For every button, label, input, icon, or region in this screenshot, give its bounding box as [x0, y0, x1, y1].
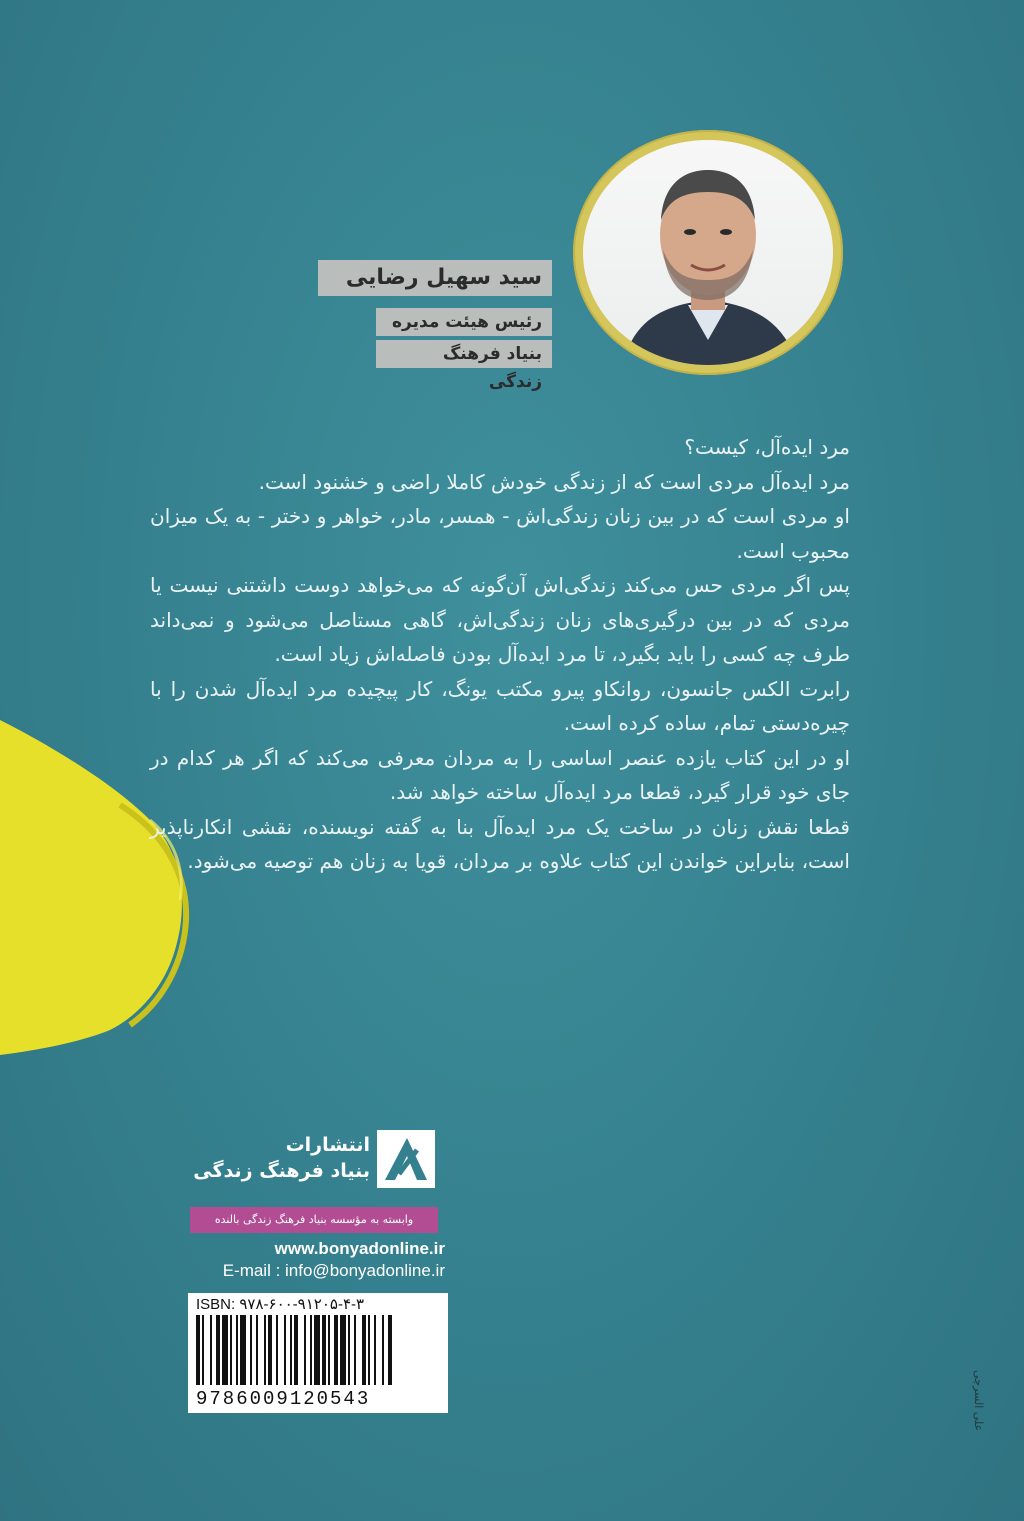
author-portrait [583, 140, 833, 365]
publisher-line1: انتشارات [285, 1134, 370, 1156]
blurb-paragraph: او در این کتاب یازده عنصر اساسی را به مردان معرفی می‌کند که اگر هر کدام در جای خود قرار گیرد، قطعا مرد ایده‌آل ساخته خواهد شد. [150, 745, 850, 804]
blurb-paragraph: مرد ایده‌آل مردی است که از زندگی خودش کاملا راضی و خشنود است. [258, 469, 850, 494]
publisher-logo-icon [377, 1130, 435, 1188]
isbn-label: ISBN: ۹۷۸-۶۰۰-۹۱۲۰۵-۴-۳ [196, 1296, 365, 1313]
book-blurb [150, 430, 850, 879]
publisher-name [190, 1132, 370, 1184]
blurb-paragraph: پس اگر مردی حس می‌کند زندگی‌اش آن‌گونه که می‌خواهد دوست داشتنی نیست یا مردی که در بین درگیری‌های زنان زندگی‌اش، گاهی مستاصل می‌شود و نمی‌داند طرف چه کسی را باید بگیرد، تا مرد ایده‌آل بودن فاصله‌اش زیاد است. [150, 573, 850, 666]
designer-credit: علی السرچی [972, 1370, 985, 1432]
publisher-email: E-mail : info@bonyadonline.ir [222, 1261, 445, 1280]
barcode-bars [196, 1315, 440, 1385]
isbn-barcode [188, 1293, 448, 1413]
author-role-line1: رئیس هیئت مدیره [376, 308, 552, 336]
author-photo-illustration [583, 140, 833, 365]
publisher-website: www.bonyadonline.ir [274, 1239, 445, 1258]
author-role-line2: بنیاد فرهنگ زندگی [376, 340, 552, 368]
publisher-affiliation: وابسته به مؤسسه بنیاد فرهنگ زندگی بالنده [190, 1207, 438, 1233]
blurb-paragraph: قطعا نقش زنان در ساخت یک مرد ایده‌آل بنا به گفته نویسنده، نقشی انکارناپذیر است، بنابراین خواندن این کتاب علاوه بر مردان، قویا به زنان هم توصیه می‌شود. [150, 814, 850, 873]
author-portrait-frame [573, 130, 843, 375]
publisher-line2: بنیاد فرهنگ زندگی [193, 1160, 370, 1182]
barcode-digits: 9786009120543 [196, 1388, 371, 1410]
blurb-paragraph: مرد ایده‌آل، کیست؟ [684, 435, 850, 459]
author-name: سید سهیل رضایی [318, 260, 552, 296]
blurb-paragraph: او مردی است که در بین زنان زندگی‌اش - همسر، مادر، خواهر و دختر - به یک میزان محبوب است. [150, 504, 850, 563]
blurb-paragraph: رابرت الکس جانسون، روانکاو پیرو مکتب یونگ، کار پیچیده مرد ایده‌آل شدن را با چیره‌دستی تمام، ساده کرده است. [150, 676, 850, 735]
